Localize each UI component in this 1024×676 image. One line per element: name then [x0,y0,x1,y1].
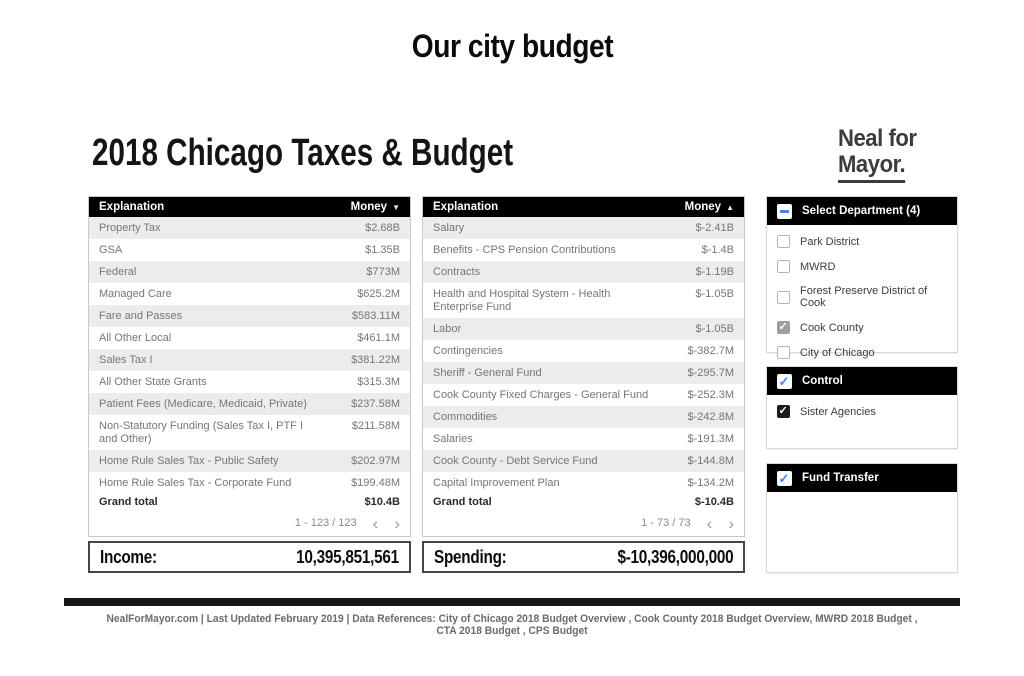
row-money: $-252.3M [687,388,734,401]
table-row [423,261,744,283]
checked-checkbox-icon[interactable] [777,321,790,334]
filter-option-label: City of Chicago [800,346,875,359]
row-explanation: Contracts [433,265,481,278]
row-money: $-1.19B [695,265,734,278]
row-explanation: Salary [433,221,465,234]
filter-option-cook-county[interactable] [777,315,947,340]
row-explanation: Cook County Fixed Charges - General Fund [433,388,649,401]
row-money: $-295.7M [687,366,734,379]
table-row [423,406,744,428]
filter-option-label: MWRD [800,260,836,273]
table-row [89,239,410,261]
panel-title: Select Department (4) [802,205,921,217]
unchecked-checkbox-icon[interactable] [777,346,790,359]
row-money: $461.1M [357,331,400,344]
table-row [89,371,410,393]
table-row [423,340,744,362]
row-money: $-1.05B [695,322,734,335]
row-explanation: Non-Statutory Funding (Sales Tax I, PTF I and Other) [99,419,303,445]
next-page-icon[interactable]: › [394,513,400,533]
department-header-checkbox[interactable] [777,204,792,219]
income-label: Income: [100,546,157,567]
row-explanation: Salaries [433,432,473,445]
filter-option-mwrd[interactable] [777,254,947,279]
control-options [767,395,957,428]
row-money: $199.48M [351,476,400,489]
row-money: $773M [366,265,400,278]
row-explanation: Health and Hospital System - Health Enterprise Fund [433,287,611,313]
grand-total-label: Grand total [433,496,492,508]
filter-option-label: Cook County [800,321,864,334]
filter-option-city-of-chicago[interactable] [777,340,947,365]
table-row [423,450,744,472]
row-money: $381.22M [351,353,400,366]
row-money: $237.58M [351,397,400,410]
checked-checkbox-icon[interactable] [777,405,790,418]
unchecked-checkbox-icon[interactable] [777,235,790,248]
row-money: $-144.8M [687,454,734,467]
row-explanation: Home Rule Sales Tax - Public Safety [99,454,279,467]
unchecked-checkbox-icon[interactable] [777,260,790,273]
row-money: $583.11M [351,309,400,322]
row-money: $-1.05B [695,287,734,300]
row-money: $2.68B [365,221,400,234]
filter-option-label: Park District [800,235,860,248]
row-explanation: Sales Tax I [99,353,153,366]
table-row [423,384,744,406]
table-row [423,318,744,340]
row-money: $-134.2M [687,476,734,489]
unchecked-checkbox-icon[interactable] [777,291,790,304]
spending-summary-box [422,541,745,573]
row-money: $625.2M [357,287,400,300]
income-table-header [89,197,410,217]
table-row [89,305,410,327]
table-row [89,472,410,494]
row-money: $-2.41B [695,221,734,234]
table-row [89,327,410,349]
panel-title: Fund Transfer [802,472,879,484]
row-explanation: Managed Care [99,287,172,300]
footer-divider-bar [64,598,960,606]
table-row [89,393,410,415]
spending-grand-total-row [423,494,744,513]
panel-title: Control [802,375,843,387]
row-explanation: Benefits - CPS Pension Contributions [433,243,616,256]
next-page-icon[interactable]: › [728,513,734,533]
filter-option-label: Sister Agencies [800,405,876,418]
row-explanation: Fare and Passes [99,309,183,322]
spending-header-explanation: Explanation [433,201,499,213]
row-explanation: GSA [99,243,123,256]
page-range: 1 - 123 / 123 [294,517,357,529]
row-explanation: Commodities [433,410,498,423]
spending-header-money[interactable]: Money ▲ [684,201,734,213]
fund-transfer-header[interactable] [767,464,957,492]
row-explanation: Patient Fees (Medicare, Medicaid, Private) [99,397,307,410]
grand-total-label: Grand total [99,496,158,508]
logo-line1: Neal for [838,125,917,152]
row-money: $211.58M [351,419,400,432]
logo-line2: Mayor. [838,152,905,182]
income-table-body [89,217,410,494]
control-header[interactable] [767,367,957,395]
spending-table-body [423,217,744,494]
row-money: $-191.3M [687,432,734,445]
control-header-checkbox[interactable] [777,374,792,389]
row-explanation: Contingencies [433,344,503,357]
table-row [89,283,410,305]
income-header-explanation: Explanation [99,201,165,213]
footer-references: NealForMayor.com | Last Updated February 2019 | Data References: City of Chicago 2018 Budget Overview , Cook County 2018 Budget Overview, MWRD 2018 Budget , CTA 2018 Budget , CPS Budget [106,613,918,637]
income-header-money[interactable]: Money ▼ [350,201,400,213]
department-options [767,225,957,369]
table-row [89,415,410,450]
sort-asc-icon: ▲ [726,203,734,212]
page-title: Our city budget [411,28,613,64]
row-explanation: All Other Local [99,331,172,344]
spending-label: Spending: [434,546,507,567]
page-range: 1 - 73 / 73 [641,517,691,529]
row-money: $315.3M [357,375,400,388]
select-department-header[interactable] [767,197,957,225]
fund-transfer-options [767,492,957,500]
table-row [423,239,744,261]
row-explanation: Property Tax [99,221,161,234]
row-explanation: Home Rule Sales Tax - Corporate Fund [99,476,292,489]
row-explanation: Federal [99,265,137,278]
spending-value: $-10,396,000,000 [617,546,733,567]
neal-for-mayor-logo [838,126,923,183]
grand-total-value: $-10.4B [694,496,734,508]
table-row [423,283,744,318]
grand-total-value: $10.4B [364,496,400,508]
table-row [423,428,744,450]
row-explanation: Sheriff - General Fund [433,366,542,379]
table-row [89,217,410,239]
income-pagination [89,513,410,536]
income-summary-box [88,541,411,573]
income-grand-total-row [89,494,410,513]
table-row [89,349,410,371]
prev-page-icon[interactable]: ‹ [372,513,379,533]
table-row [423,362,744,384]
row-money: $-242.8M [687,410,734,423]
row-money: $202.97M [351,454,400,467]
row-explanation: Labor [433,322,462,335]
sort-desc-icon: ▼ [392,203,400,212]
fund-transfer-panel [766,463,958,573]
prev-page-icon[interactable]: ‹ [706,513,713,533]
row-money: $-382.7M [687,344,734,357]
filter-option-label: Forest Preserve District of Cook [800,285,928,309]
control-panel [766,366,958,449]
spending-table [422,196,745,537]
row-money: $-1.4B [701,243,734,256]
table-row [423,472,744,494]
table-row [423,217,744,239]
income-value: 10,395,851,561 [296,546,399,567]
filter-option-forest-preserve-district-of-cook[interactable] [777,279,947,315]
income-table [88,196,411,537]
filter-option-sister-agencies[interactable] [777,399,947,424]
fund-transfer-header-checkbox[interactable] [777,471,792,486]
table-row [89,450,410,472]
spending-table-header [423,197,744,217]
report-heading: 2018 Chicago Taxes & Budget [92,132,514,174]
row-explanation: Capital Improvement Plan [433,476,560,489]
table-row [89,261,410,283]
filter-option-park-district[interactable] [777,229,947,254]
select-department-panel [766,196,958,359]
row-money: $1.35B [365,243,400,256]
row-explanation: Cook County - Debt Service Fund [433,454,598,467]
spending-pagination [423,513,744,536]
row-explanation: All Other State Grants [99,375,207,388]
